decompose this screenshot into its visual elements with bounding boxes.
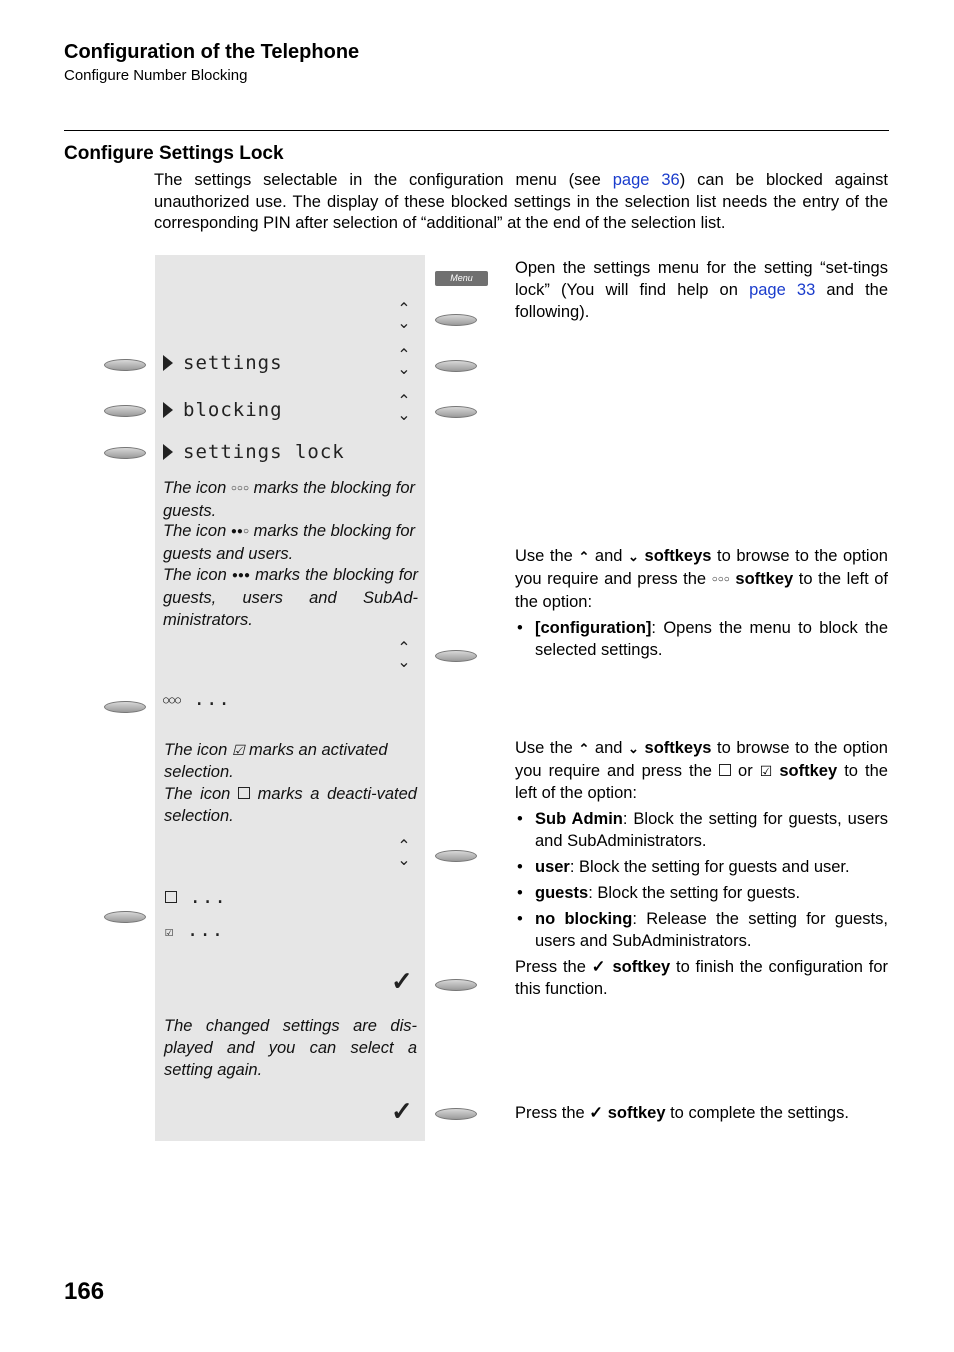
softkey-label: softkey: [612, 958, 671, 976]
lcd-text: ...: [189, 886, 227, 908]
step-text: to finish the configuration for this function.: [515, 958, 888, 998]
right-softkey[interactable]: [435, 406, 477, 418]
page-number: 166: [64, 1278, 105, 1305]
checked-box-icon: ☑: [759, 763, 773, 779]
intro-text-a: The settings selectable in the configuration menu (see: [154, 171, 613, 189]
note-text: The icon: [164, 741, 228, 759]
left-softkey[interactable]: [104, 359, 146, 371]
list-item: [515, 856, 888, 878]
note-changed: The changed settings are dis-played and you can select a setting again.: [164, 1017, 417, 1079]
option-label: [configuration]: [535, 619, 652, 637]
note-text: marks a deacti-vated selection.: [164, 785, 417, 825]
empty-box-icon: [238, 787, 250, 799]
lcd-row-checked: [165, 919, 224, 941]
softkey-label: softkey: [607, 1104, 666, 1122]
checkmark-icon: ✓: [391, 966, 413, 996]
option-text: : Block the setting for guests, users and SubAdministrators.: [535, 810, 888, 850]
step-select-blocking: [515, 737, 888, 1000]
note-icon-all: [163, 564, 418, 631]
step-text: Open the settings menu for the setting “set-tings lock” (You will find help on: [515, 259, 888, 299]
right-softkey[interactable]: [435, 1108, 477, 1120]
step-text: and: [594, 739, 623, 757]
right-softkey[interactable]: [435, 360, 477, 372]
checked-box-icon: ☑: [165, 924, 175, 940]
right-softkey[interactable]: [435, 850, 477, 862]
page-36-link[interactable]: page 36: [612, 171, 680, 189]
note-text: The icon: [164, 785, 231, 803]
step-open-menu: [515, 257, 888, 323]
blocking-guests-users-icon: ●●○: [230, 526, 250, 537]
right-softkey[interactable]: [435, 314, 477, 326]
step-text: Press the: [515, 1104, 585, 1122]
left-softkey[interactable]: [104, 701, 146, 713]
checked-box-icon: ☑: [231, 742, 245, 758]
softkey-label: softkey: [779, 762, 838, 780]
note-text: The icon: [163, 566, 227, 584]
option-text: : Block the setting for guests and user.: [569, 858, 850, 876]
note-text: The icon: [163, 522, 227, 540]
arrow-right-icon: [163, 355, 173, 371]
up-arrow-icon: ⌃: [578, 741, 590, 756]
up-down-arrows-icon: ⌃ ⌄: [397, 347, 411, 378]
note-activated: [164, 739, 417, 783]
option-label: guests: [535, 884, 589, 902]
up-arrow-icon: ⌃: [578, 549, 590, 564]
intro-text-b: ) can be blocked against unauthorized use. The display of these blocked settings in the selection list needs the entry of the corresponding PIN after selection of “additional” at the end of the selection list.: [154, 171, 888, 232]
left-softkey[interactable]: [104, 405, 146, 417]
note-text: The icon: [163, 479, 227, 497]
note-icon-guests-users: [163, 520, 418, 565]
option-label: no blocking: [535, 910, 633, 928]
note-deactivated: [164, 783, 417, 827]
blocking-option-icon: ○○○: [163, 695, 182, 706]
list-item: [515, 882, 888, 904]
step-text: to browse to the option you require and press the: [515, 739, 888, 780]
arrow-right-icon: [163, 444, 173, 460]
blocking-options-list: [515, 808, 888, 952]
step-text: to browse to the option you require and press the: [515, 547, 888, 588]
lcd-row-settings-lock: [163, 441, 345, 463]
softkeys-label: softkeys: [644, 739, 712, 757]
checkmark-icon: ✓: [589, 1104, 604, 1122]
step-text: to the left of the option:: [515, 570, 889, 611]
note-text: marks the blocking for guests, users and SubAd-ministrators.: [163, 566, 419, 629]
note-icon-guests: [163, 477, 418, 522]
section-title: Configure Settings Lock: [64, 143, 284, 164]
chapter-title: Configuration of the Telephone: [64, 41, 360, 63]
right-softkey[interactable]: [435, 979, 477, 991]
down-arrow-icon: ⌄: [628, 741, 639, 756]
softkeys-label: softkeys: [644, 547, 712, 565]
list-item: [515, 617, 888, 661]
list-item: [515, 808, 888, 852]
option-text: : Opens the menu to block the selected settings.: [535, 619, 888, 659]
down-arrow-icon: ⌄: [628, 549, 639, 564]
up-down-arrows-icon: ⌃ ⌄: [397, 393, 411, 424]
lcd-row-blocking: [163, 399, 283, 421]
step-browse-options: [515, 545, 888, 665]
note-text: marks the blocking for guests.: [163, 479, 416, 520]
finish-instruction: [515, 956, 888, 1000]
options-list: [515, 617, 888, 661]
option-text: : Release the setting for guests, users and SubAdministrators.: [535, 910, 888, 950]
lcd-text: settings: [183, 352, 283, 374]
blocking-guests-icon: ○○○: [230, 483, 250, 494]
menu-key[interactable]: Menu: [435, 271, 488, 286]
lcd-text: ...: [193, 688, 231, 710]
blocking-option-icon: ○○○: [711, 574, 730, 585]
arrow-right-icon: [163, 402, 173, 418]
right-softkey[interactable]: [435, 650, 477, 662]
intro-paragraph: [154, 170, 888, 235]
note-text: marks an activated selection.: [164, 741, 388, 781]
note-text: marks the blocking for guests and users.: [163, 522, 416, 563]
step-complete: [515, 1102, 888, 1124]
checkmark-icon: ✓: [591, 958, 607, 976]
lcd-text: blocking: [183, 399, 283, 421]
lcd-row-settings: [163, 352, 283, 374]
page-33-link[interactable]: page 33: [749, 281, 816, 299]
step-text: to the left of the option:: [515, 762, 888, 802]
chapter-subtitle: Configure Number Blocking: [64, 67, 248, 84]
lcd-text: ...: [186, 919, 225, 941]
step-text: and: [594, 547, 623, 565]
up-down-arrows-icon: ⌃ ⌄: [397, 838, 411, 869]
list-item: [515, 908, 888, 952]
lcd-row-unchecked: [165, 886, 227, 908]
left-softkey[interactable]: [104, 911, 146, 923]
step-text: Use the: [515, 547, 573, 565]
step-text: Press the: [515, 958, 586, 976]
step-text: and the following).: [515, 281, 889, 321]
option-label: user: [535, 858, 570, 876]
empty-box-icon: [165, 891, 177, 903]
option-label: Sub Admin: [535, 810, 623, 828]
header-divider: [64, 130, 889, 131]
left-softkey[interactable]: [104, 447, 146, 459]
step-text: or: [738, 762, 753, 780]
step-text: Use the: [515, 739, 573, 757]
up-down-arrows-icon: ⌃ ⌄: [397, 301, 411, 332]
step-text: to complete the settings.: [670, 1104, 849, 1122]
lcd-row-blocking-option: [163, 688, 231, 710]
up-down-arrows-icon: ⌃ ⌄: [397, 640, 411, 671]
option-text: : Block the setting for guests.: [588, 884, 801, 902]
softkey-label: softkey: [735, 570, 794, 588]
empty-box-icon: [719, 764, 731, 776]
blocking-all-icon: ●●●: [231, 570, 251, 581]
lcd-text: settings lock: [183, 441, 345, 463]
checkmark-icon: ✓: [391, 1096, 413, 1126]
